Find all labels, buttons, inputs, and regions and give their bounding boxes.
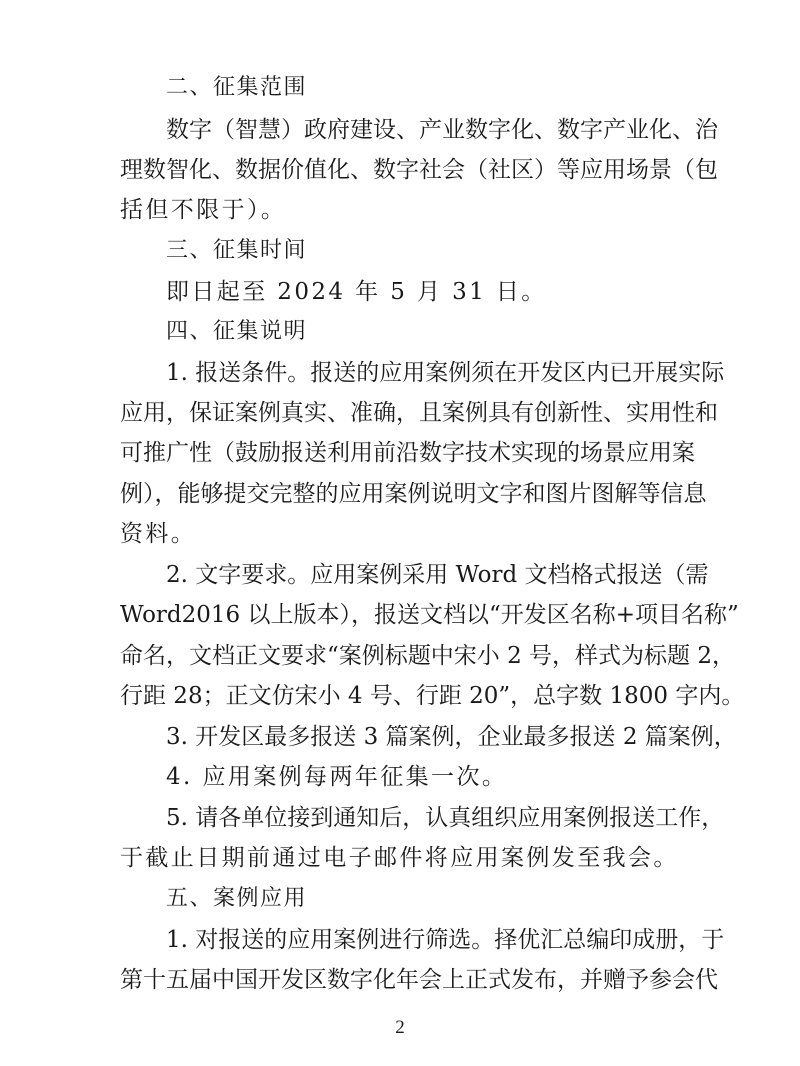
paragraph-line: 第十五届中国开发区数字化年会上正式发布，并赠予参会代 — [120, 967, 718, 993]
section-heading-notes: 四、征集说明 — [166, 319, 308, 344]
paragraph-line: 于截止日期前通过电子邮件将应用案例发至我会。 — [120, 845, 679, 871]
paragraph-line: 可推广性（鼓励报送利用前沿数字技术实现的场景应用案 — [120, 440, 695, 466]
paragraph-line: 理数智化、数据价值化、数字社会（社区）等应用场景（包 — [120, 157, 718, 183]
paragraph-line: 2. 文字要求。应用案例采用 Word 文档格式报送（需 — [166, 562, 709, 588]
paragraph-line: 1. 对报送的应用案例进行筛选。择优汇总编印成册，于 — [166, 927, 725, 953]
paragraph-line: 命名，文档正文要求“案例标题中宋小 2 号，样式为标题 2， — [120, 643, 735, 669]
paragraph-line: 例），能够提交完整的应用案例说明文字和图片图解等信息 — [120, 481, 707, 507]
paragraph-line: 3. 开发区最多报送 3 篇案例，企业最多报送 2 篇案例， — [166, 724, 737, 750]
paragraph-line: 行距 28；正文仿宋小 4 号、行距 20”，总字数 1800 字内。 — [120, 683, 745, 709]
paragraph-line: 4. 应用案例每两年征集一次。 — [166, 764, 508, 790]
section-heading-application: 五、案例应用 — [166, 886, 308, 911]
page-number: 2 — [395, 1017, 405, 1038]
paragraph-line: 数字（智慧）政府建设、产业数字化、数字产业化、治 — [166, 117, 718, 143]
paragraph-line: Word2016 以上版本），报送文档以“开发区名称+项目名称” — [120, 602, 739, 628]
paragraph-line: 1. 报送条件。报送的应用案例须在开发区内已开展实际 — [166, 360, 725, 386]
paragraph-line: 括但不限于）。 — [120, 197, 287, 223]
paragraph-line: 资料。 — [120, 521, 197, 547]
section-heading-scope: 二、征集范围 — [166, 75, 308, 100]
section-heading-time: 三、征集时间 — [166, 238, 308, 263]
paragraph-line: 应用，保证案例真实、准确，且案例具有创新性、实用性和 — [120, 400, 718, 426]
paragraph-line: 5. 请各单位接到通知后，认真组织应用案例报送工作， — [166, 805, 725, 831]
paragraph-line: 即日起至 2024 年 5 月 31 日。 — [166, 279, 547, 305]
